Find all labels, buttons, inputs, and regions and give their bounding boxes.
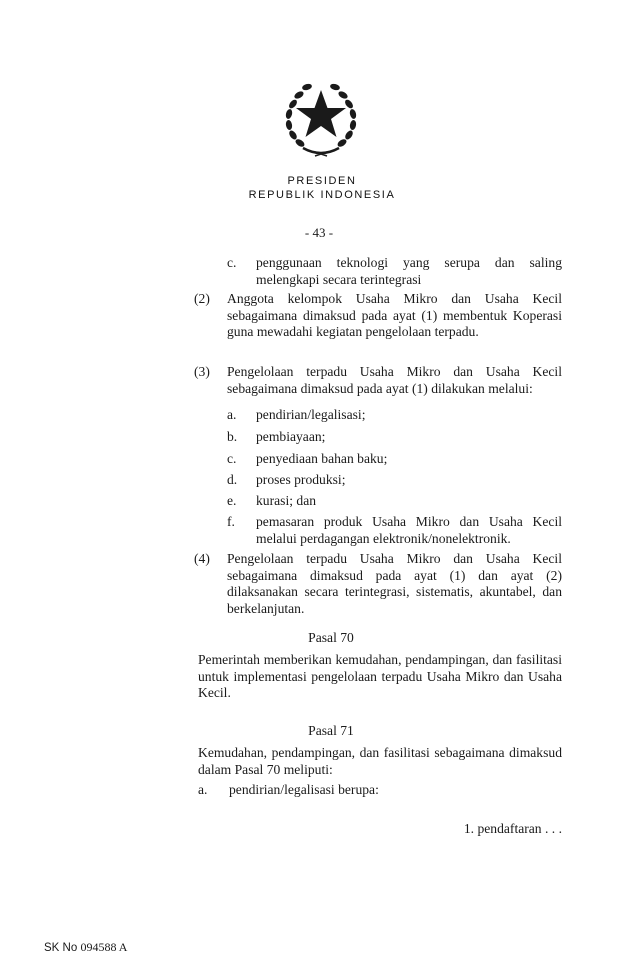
pasal-71-item-a: pendirian/legalisasi berupa:: [229, 782, 379, 797]
ayat-marker-2: (2): [194, 291, 210, 306]
list-item-f: pemasaran produk Usaha Mikro dan Usaha Kecil melalui perdagangan elektronik/nonelektronik.: [256, 514, 562, 546]
pasal-71-title: Pasal 71: [308, 723, 354, 738]
list-marker-e: e.: [227, 493, 237, 508]
list-marker-f: f.: [227, 514, 235, 529]
list-item-d: proses produksi;: [256, 472, 346, 487]
presidential-emblem-icon: [279, 74, 363, 160]
header-presiden: PRESIDEN: [287, 175, 357, 187]
list-item-c-top: penggunaan teknologi yang serupa dan saling melengkapi secara terintegrasi: [256, 255, 562, 287]
ayat-2-text: Anggota kelompok Usaha Mikro dan Usaha Kecil sebagaimana dimaksud pada ayat (1) membentuk Koperasi guna mewadahi kegiatan pengelolaan terpadu.: [227, 291, 562, 339]
pasal-70-text: Pemerintah memberikan kemudahan, pendampingan, dan fasilitasi untuk implementasi pengelolaan terpadu Usaha Mikro dan Usaha Kecil.: [198, 652, 562, 700]
footer-number: 094588 A: [80, 940, 128, 954]
ayat-marker-4: (4): [194, 551, 210, 566]
page-number: - 43 -: [304, 225, 334, 240]
ayat-4-text: Pengelolaan terpadu Usaha Mikro dan Usaha Kecil sebagaimana dimaksud pada ayat (1) dan ayat (2) dilaksanakan secara terintegrasi, sistematis, akuntabel, dan berkelanjutan.: [227, 551, 562, 616]
continuation-catchword: 1. pendaftaran . . .: [463, 821, 562, 836]
list-marker-a: a.: [227, 407, 237, 422]
list-item-c: penyediaan bahan baku;: [256, 451, 388, 466]
header-republik-indonesia: REPUBLIK INDONESIA: [248, 189, 396, 201]
document-footer: [44, 940, 127, 955]
list-marker-d: d.: [227, 472, 238, 487]
list-marker-c: c.: [227, 451, 237, 466]
pasal-70-title: Pasal 70: [308, 630, 354, 645]
ayat-marker-3: (3): [194, 364, 210, 379]
list-item-e: kurasi; dan: [256, 493, 317, 508]
pasal-71-marker-a: a.: [198, 782, 208, 797]
list-marker-c-top: c.: [227, 255, 237, 270]
footer-prefix: SK No: [44, 942, 78, 954]
list-item-a: pendirian/legalisasi;: [256, 407, 366, 422]
ayat-3-text: Pengelolaan terpadu Usaha Mikro dan Usaha Kecil sebagaimana dimaksud pada ayat (1) dilakukan melalui:: [227, 364, 562, 396]
pasal-71-text: Kemudahan, pendampingan, dan fasilitasi sebagaimana dimaksud dalam Pasal 70 meliputi:: [198, 745, 562, 777]
list-marker-b: b.: [227, 429, 238, 444]
list-item-b: pembiayaan;: [256, 429, 326, 444]
